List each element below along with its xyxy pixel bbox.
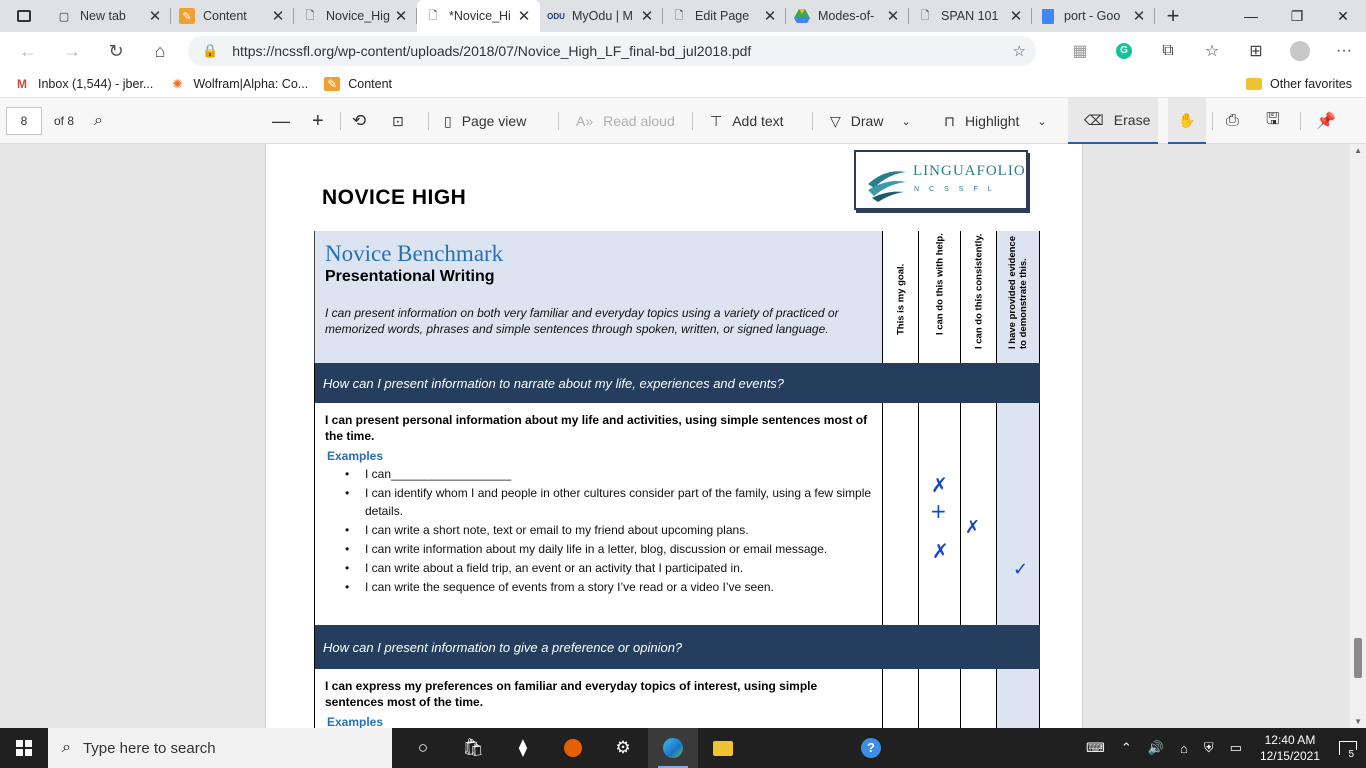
close-icon[interactable]: ✕ bbox=[517, 8, 531, 25]
ink-check-mark: ✗ bbox=[932, 539, 949, 563]
examples-list-1 bbox=[345, 465, 872, 596]
search-icon: ⌕ bbox=[62, 739, 71, 756]
draw-icon: ▽ bbox=[830, 112, 841, 129]
ink-check-mark: ✗ bbox=[965, 517, 981, 538]
checkbox-cell-with-help[interactable] bbox=[918, 669, 960, 728]
clock-date: 12/15/2021 bbox=[1259, 749, 1320, 763]
pin-toolbar-icon[interactable]: 📌 bbox=[1316, 113, 1336, 130]
start-button[interactable] bbox=[0, 728, 48, 768]
chevron-down-icon[interactable]: ⌄ bbox=[1037, 115, 1047, 128]
bookmark-gmail[interactable] bbox=[14, 77, 153, 91]
pencil-icon: ✎ bbox=[324, 77, 340, 91]
column-evidence bbox=[996, 231, 1040, 363]
edge-icon[interactable] bbox=[648, 728, 698, 768]
column-goal bbox=[882, 231, 918, 363]
linguafolio-logo bbox=[854, 150, 1028, 210]
highlight-icon: ⊓ bbox=[944, 112, 955, 129]
tab-strip bbox=[0, 0, 1366, 32]
column-with-help-label: I can do this with help. bbox=[934, 233, 945, 335]
example-item: • I can write a short note, text or email to my friend about upcoming plans. bbox=[345, 521, 872, 539]
page-view-button[interactable] bbox=[444, 98, 526, 144]
read-aloud-button[interactable] bbox=[576, 98, 675, 144]
windows-icon bbox=[16, 740, 32, 756]
erase-button[interactable] bbox=[1068, 98, 1158, 144]
close-icon[interactable]: ✕ bbox=[886, 8, 900, 25]
task-view-icon[interactable]: ○ bbox=[417, 738, 429, 757]
tab-novice-high[interactable] bbox=[294, 0, 417, 32]
add-text-icon: ⊤ bbox=[710, 112, 723, 129]
favorites-icon[interactable]: ☆ bbox=[1204, 43, 1220, 60]
system-tray bbox=[1078, 728, 1366, 768]
erase-label: Erase bbox=[1113, 112, 1151, 128]
tab-modes-of[interactable] bbox=[786, 0, 909, 32]
logo-brand: LINGUAFOLIO bbox=[913, 163, 1026, 179]
favorites-bar bbox=[0, 70, 1366, 98]
bookmark-label: Inbox (1,544) - jber... bbox=[38, 76, 154, 91]
touch-write-icon[interactable]: ✋ bbox=[1168, 98, 1206, 144]
benchmark-title: Novice Benchmark bbox=[325, 241, 504, 266]
checkbox-cell-goal[interactable] bbox=[882, 669, 918, 728]
grammarly-icon[interactable]: G bbox=[1102, 43, 1146, 59]
add-text-button[interactable] bbox=[710, 98, 784, 144]
settings-gear-icon[interactable]: ⚙ bbox=[615, 738, 631, 757]
tab-edit-page[interactable] bbox=[663, 0, 786, 32]
tab-actions-icon bbox=[17, 10, 31, 22]
example-item: • I can write information about my daily life in a letter, blog, discussion or email message. bbox=[345, 540, 872, 558]
statement-1-text: I can present personal information about my life and activities, using simple sentences most of the time. bbox=[325, 413, 868, 443]
page-view-label: Page view bbox=[461, 113, 527, 129]
tab-title: SPAN 101 bbox=[941, 9, 999, 23]
taskbar bbox=[0, 728, 1366, 768]
notification-count: 5 bbox=[1340, 750, 1362, 760]
page-number: 8 bbox=[20, 114, 28, 128]
bookmark-wolfram[interactable] bbox=[169, 77, 308, 91]
add-text-label: Add text bbox=[732, 113, 784, 129]
scroll-down-icon[interactable]: ▼ bbox=[1354, 717, 1362, 726]
column-with-help bbox=[918, 231, 960, 363]
tab-title: MyOdu | M bbox=[572, 9, 633, 23]
zoom-in-icon[interactable]: + bbox=[312, 109, 324, 132]
level-title: NOVICE HIGH bbox=[322, 186, 467, 209]
security-icon[interactable]: ⛨ bbox=[1203, 740, 1214, 755]
odu-icon: ODU bbox=[547, 11, 565, 21]
bookmark-content[interactable] bbox=[324, 77, 392, 91]
tab-novice-high-active[interactable] bbox=[417, 0, 540, 32]
read-aloud-label: Read aloud bbox=[603, 113, 675, 129]
gmail-icon: M bbox=[17, 76, 27, 91]
pdf-toolbar bbox=[0, 98, 1366, 144]
column-consistently bbox=[960, 231, 996, 363]
wolfram-icon: ✺ bbox=[172, 76, 183, 91]
statement-row-1 bbox=[314, 403, 1040, 625]
checkbox-cell-evidence[interactable] bbox=[996, 669, 1040, 728]
fit-to-page-icon[interactable]: ⊡ bbox=[392, 112, 404, 129]
document-icon: 🗋 bbox=[674, 9, 684, 22]
tab-port-google-docs[interactable] bbox=[1032, 0, 1155, 32]
chevron-down-icon[interactable]: ⌄ bbox=[901, 115, 911, 128]
column-goal-label: This is my goal. bbox=[895, 263, 906, 335]
notifications-button[interactable] bbox=[1330, 741, 1366, 760]
example-item: • I can identify whom I and people in other cultures consider part of the family, using a few simple details. bbox=[345, 484, 872, 520]
minimize-icon[interactable]: — bbox=[1244, 8, 1258, 24]
bookmark-label: Wolfram|Alpha: Co... bbox=[193, 76, 309, 91]
checkbox-cell-consistently[interactable] bbox=[960, 403, 996, 625]
new-tab-button[interactable]: + bbox=[1166, 3, 1180, 28]
profile-avatar[interactable] bbox=[1278, 41, 1322, 61]
tab-myodu[interactable] bbox=[540, 0, 663, 32]
question-1-text: How can I present information to narrate about my life, experiences and events? bbox=[323, 375, 785, 391]
draw-label: Draw bbox=[850, 113, 884, 129]
linguafolio-logo-icon bbox=[864, 158, 910, 204]
vertical-scrollbar[interactable] bbox=[1350, 144, 1366, 728]
extensions-icon[interactable]: ⧉ bbox=[1162, 42, 1174, 59]
restore-icon[interactable]: ❐ bbox=[1290, 7, 1304, 24]
close-icon[interactable]: ✕ bbox=[763, 8, 777, 25]
collections-icon[interactable]: ⊞ bbox=[1249, 43, 1263, 60]
page-view-icon: ▯ bbox=[444, 112, 452, 129]
tab-title: port - Goo bbox=[1064, 9, 1121, 23]
page-number-input[interactable] bbox=[6, 107, 42, 135]
url-text: https://ncssfl.org/wp-content/uploads/2018/07/Novice_High_LF_final-bd_jul2018.pdf bbox=[232, 43, 752, 59]
close-icon[interactable]: ✕ bbox=[271, 8, 285, 25]
newtab-icon: ▢ bbox=[58, 10, 70, 23]
dropbox-icon[interactable]: ⧫ bbox=[518, 738, 528, 757]
checkbox-cell-consistently[interactable] bbox=[960, 669, 996, 728]
url-field[interactable] bbox=[188, 36, 1036, 66]
back-button[interactable]: ← bbox=[19, 40, 37, 61]
print-icon[interactable]: ⎙ bbox=[1226, 112, 1239, 129]
statement-row-2 bbox=[314, 669, 1040, 728]
tab-content[interactable] bbox=[171, 0, 294, 32]
taskbar-search[interactable] bbox=[48, 728, 392, 768]
network-icon[interactable]: ⌂ bbox=[1180, 740, 1188, 756]
close-icon[interactable]: ✕ bbox=[1132, 8, 1146, 25]
benchmark-description: I can present information on both very familiar and everyday topics using a variety of practiced or memorized words, phrases and simple sentences through spoken, written, or signed language. bbox=[325, 306, 839, 336]
home-button[interactable]: ⌂ bbox=[154, 40, 166, 61]
tab-title: Modes-of- bbox=[818, 9, 875, 23]
checkbox-cell-with-help[interactable] bbox=[918, 403, 960, 625]
close-window-icon[interactable]: ✕ bbox=[1337, 7, 1349, 24]
benchmark-header bbox=[314, 231, 1040, 363]
ink-plus-mark: + bbox=[930, 499, 947, 523]
bookmark-label: Content bbox=[348, 76, 392, 91]
settings-more-icon[interactable]: ··· bbox=[1336, 42, 1352, 59]
file-explorer-icon[interactable] bbox=[698, 728, 748, 768]
other-favorites[interactable] bbox=[1246, 77, 1352, 91]
benchmark-subtitle: Presentational Writing bbox=[325, 268, 495, 285]
window-controls bbox=[1228, 0, 1366, 32]
notification-icon bbox=[1339, 741, 1357, 760]
tab-span-101[interactable] bbox=[909, 0, 1032, 32]
document-icon: 🗋 bbox=[428, 9, 438, 22]
clock-time: 12:40 AM bbox=[1264, 733, 1316, 747]
benchmark-header-main bbox=[314, 231, 882, 363]
highlight-button[interactable] bbox=[944, 98, 1047, 144]
question-band-2 bbox=[314, 625, 1040, 669]
question-2-text: How can I present information to give a preference or opinion? bbox=[323, 639, 683, 655]
logo-sub: NCSSFL bbox=[914, 186, 1002, 193]
checkbox-cell-evidence[interactable] bbox=[996, 403, 1040, 625]
zoom-out-icon[interactable]: — bbox=[272, 110, 290, 131]
pdf-viewer[interactable] bbox=[0, 144, 1366, 728]
tab-title: Novice_Hig bbox=[326, 9, 390, 23]
input-indicator-icon[interactable]: ▭ bbox=[1229, 740, 1242, 755]
keyboard-icon[interactable]: ⌨ bbox=[1086, 740, 1105, 755]
drive-icon bbox=[794, 8, 810, 24]
close-icon[interactable]: ✕ bbox=[1009, 8, 1023, 25]
tab-title: New tab bbox=[80, 9, 126, 23]
rotate-icon[interactable]: ⟲ bbox=[352, 111, 367, 130]
firefox-icon[interactable] bbox=[548, 728, 598, 768]
column-consistently-label: I can do this consistently. bbox=[973, 233, 984, 349]
tab-title: Content bbox=[203, 9, 247, 23]
page-total: of 8 bbox=[54, 114, 75, 128]
question-band-1 bbox=[314, 363, 1040, 403]
close-icon[interactable]: ✕ bbox=[394, 8, 408, 25]
statement-2-text: I can express my preferences on familiar and everyday topics of interest, using simple sentences most of the time. bbox=[325, 679, 818, 709]
lock-icon[interactable]: 🔒 bbox=[202, 43, 219, 58]
example-item: • I can write about a field trip, an event or an activity that I participated in. bbox=[345, 559, 872, 577]
store-icon[interactable]: 🛍 bbox=[462, 738, 484, 757]
scroll-up-icon[interactable]: ▲ bbox=[1354, 146, 1362, 155]
read-aloud-icon: A» bbox=[576, 113, 594, 129]
tab-new-tab[interactable] bbox=[48, 0, 171, 32]
statement-cell-2 bbox=[314, 669, 882, 728]
document-icon: 🗋 bbox=[920, 9, 930, 22]
chevron-up-icon[interactable]: ⌃ bbox=[1120, 740, 1132, 755]
tab-actions-button[interactable] bbox=[0, 0, 48, 32]
pdf-page bbox=[265, 144, 1083, 728]
docs-icon bbox=[1040, 8, 1056, 24]
search-placeholder: Type here to search bbox=[82, 739, 216, 757]
checkbox-cell-goal[interactable] bbox=[882, 403, 918, 625]
example-item: • I can write the sequence of events from a story I’ve read or a video I’ve seen. bbox=[345, 578, 872, 596]
find-icon[interactable]: ⌕ bbox=[94, 112, 103, 129]
examples-label: Examples bbox=[327, 449, 384, 463]
forward-button[interactable]: → bbox=[63, 40, 81, 61]
browser-extensions bbox=[1058, 32, 1366, 70]
tab-title: *Novice_Hi bbox=[449, 9, 511, 23]
refresh-button[interactable]: ↻ bbox=[108, 40, 124, 61]
eraser-icon: ⌫ bbox=[1084, 111, 1104, 128]
examples-label: Examples bbox=[327, 715, 384, 728]
add-favorite-icon[interactable]: ☆ bbox=[1012, 43, 1026, 60]
statement-cell-1 bbox=[314, 403, 882, 625]
ink-check-mark: ✓ bbox=[1013, 559, 1029, 580]
folder-icon bbox=[1246, 78, 1262, 90]
volume-icon[interactable]: 🔊 bbox=[1147, 740, 1165, 755]
column-evidence-label: I have provided evidence to demonstrate this. bbox=[1007, 236, 1029, 349]
pencil-icon: ✎ bbox=[179, 8, 195, 24]
ink-check-mark: ✗ bbox=[931, 473, 948, 497]
address-bar bbox=[0, 32, 1366, 70]
draw-button[interactable] bbox=[830, 98, 911, 144]
highlight-label: Highlight bbox=[964, 113, 1020, 129]
scroll-thumb[interactable] bbox=[1354, 638, 1362, 678]
clock[interactable] bbox=[1250, 732, 1330, 764]
document-icon: 🗋 bbox=[305, 9, 315, 22]
other-favorites-label: Other favorites bbox=[1270, 76, 1352, 91]
close-icon[interactable]: ✕ bbox=[148, 8, 162, 25]
reader-extension-icon[interactable]: ▦ bbox=[1072, 43, 1088, 60]
help-icon[interactable]: ? bbox=[846, 728, 896, 768]
save-icon[interactable]: 🖫 bbox=[1266, 110, 1280, 128]
tab-title: Edit Page bbox=[695, 9, 750, 23]
close-icon[interactable]: ✕ bbox=[640, 8, 654, 25]
example-item: • I can__________________ bbox=[345, 465, 872, 483]
